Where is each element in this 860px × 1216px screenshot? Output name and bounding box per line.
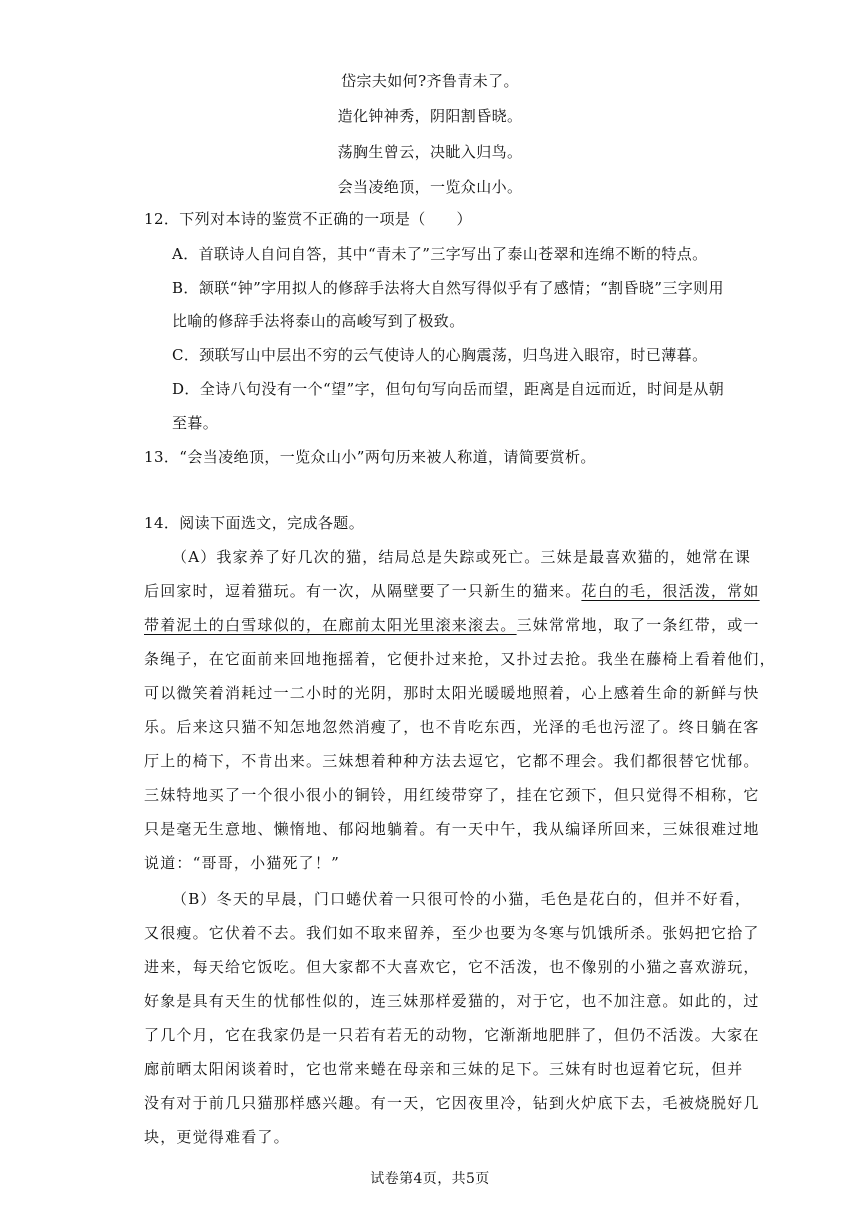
passage-line: 只是毫无生意地、懒惰地、郁闷地躺着。有一天中午，我从编译所回来，三妹很难过地 [144,820,760,838]
poem-line: 造化钟神秀，阴阳割昏晓。 [337,107,523,125]
passage-line: 乐。后来这只猫不知怎地忽然消瘦了，也不肯吃东西，光泽的毛也污涩了。终日躺在客 [144,718,760,736]
passage-line: 廊前晒太阳闲谈着时，它也常来蜷在母亲和三妹的足下。三妹有时也逗着它玩，但并 [144,1060,744,1078]
passage-line: 又很瘦。它伏着不去。我们如不取来留养，至少也要为冬寒与饥饿所杀。张妈把它拾了 [144,924,760,942]
passage-line: 三妹特地买了一个很小很小的铜铃，用红绫带穿了，挂在它颈下，但只觉得不相称，它 [144,786,760,804]
question-12-option-b: B．颔联“钟”字用拟人的修辞手法将大自然写得似乎有了感情；“割昏晓”三字则用 [172,279,724,297]
question-14: 14．阅读下面选文，完成各题。 [144,514,365,532]
poem-line: 荡胸生曾云，决眦入归鸟。 [337,143,523,161]
question-12-stem: 12．下列对本诗的鉴赏不正确的一项是（ ） [144,210,472,228]
passage-line: （A）我家养了好几次的猫，结局总是失踪或死亡。三妹是最喜欢猫的，她常在课 [172,548,752,566]
question-12-option-a: A．首联诗人自问自答，其中“青未了”三字写出了泰山苍翠和连绵不断的特点。 [172,245,708,263]
passage-text: 三妹常常地，取了一条红带，或一 [516,616,760,634]
passage-text: 后回家时，逗着猫玩。有一次，从隔壁要了一只新生的猫来。 [144,582,582,600]
passage-line: 厅上的椅下，不肯出来。三妹想着种种方法去逗它，它都不理会。我们都很替它忧郁。 [144,752,760,770]
passage-line: 说道：“哥哥，小猫死了！” [144,854,340,872]
question-12-option-b-cont: 比喻的修辞手法将泰山的高峻写到了极致。 [172,312,465,330]
question-13: 13．“会当凌绝顶，一览众山小”两句历来被人称道，请简要赏析。 [144,448,596,466]
passage-line [144,614,760,635]
underlined-sentence: 花白的毛，很活泼，常如 [581,582,760,600]
passage-line: 好象是具有天生的忧郁性似的，连三妹那样爱猫的，对于它，也不加注意。如此的，过 [144,992,760,1010]
passage-line: 块，更觉得难看了。 [144,1128,290,1146]
passage-line: 进来，每天给它饭吃。但大家都不大喜欢它，它不活泼，也不像别的小猫之喜欢游玩， [144,958,760,976]
passage-line: 没有对于前几只猫那样感兴趣。有一天，它因夜里冷，钻到火炉底下去，毛被烧脱好几 [144,1094,760,1112]
question-12-option-d-cont: 至暮。 [172,414,219,432]
question-12-option-d: D．全诗八句没有一个“望”字，但句句写向岳而望，距离是自远而近，时间是从朝 [172,380,725,398]
poem-line: 会当凌绝顶，一览众山小。 [337,178,523,196]
passage-line: 条绳子，在它面前来回地拖摇着，它便扑过来抢，又扑过去抢。我坐在藤椅上看着他们， [144,650,776,668]
question-12-option-c: C．颈联写山中层出不穷的云气使诗人的心胸震荡，归鸟进入眼帘，时已薄暮。 [172,346,708,364]
page-footer: 试卷第4页，共5页 [370,1171,490,1187]
passage-line [144,580,760,601]
passage-line: 可以微笑着消耗过一二小时的光阴，那时太阳光暖暖地照着，心上感着生命的新鲜与快 [144,684,760,702]
passage-line: （B）冬天的早晨，门口蜷伏着一只很可怜的小猫，毛色是花白的，但并不好看， [172,890,752,908]
underlined-sentence: 带着泥土的白雪球似的，在廊前太阳光里滚来滚去。 [144,616,517,634]
poem-line: 岱宗夫如何?齐鲁青未了。 [341,72,519,90]
passage-line: 了几个月，它在我家仍是一只若有若无的动物，它渐渐地肥胖了，但仍不活泼。大家在 [144,1026,760,1044]
